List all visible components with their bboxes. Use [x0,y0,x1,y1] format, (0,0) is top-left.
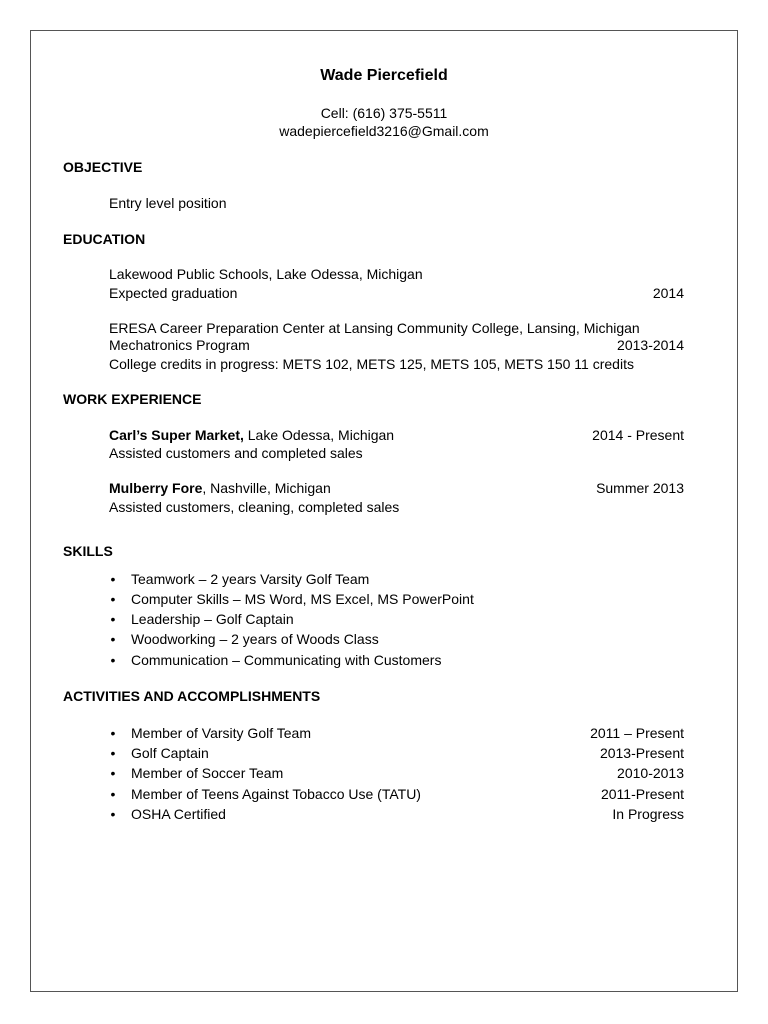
contact-email: wadepiercefield3216@Gmail.com [279,123,489,139]
resume-page [30,30,738,992]
bullet-icon: • [110,611,116,627]
contact-phone: Cell: (616) 375-5511 [320,105,448,121]
school-2-credits: College credits in progress: METS 102, METS 125, METS 105, METS 150 11 credits [109,356,634,372]
activity-item: Member of Varsity Golf Team [131,725,311,741]
skill-item: Woodworking – 2 years of Woods Class [131,631,379,647]
activity-item: Golf Captain [131,745,209,761]
skill-item: Leadership – Golf Captain [131,611,294,627]
job-1-location: Lake Odessa, Michigan [243,427,395,443]
bullet-icon: • [110,786,116,802]
job-1-description: Assisted customers and completed sales [109,445,363,461]
activity-date: In Progress [612,806,684,822]
school-2-name: ERESA Career Preparation Center at Lansing Community College, Lansing, Michigan [109,320,640,336]
activity-date: 2011 – Present [590,725,684,741]
skill-item: Communication – Communicating with Customers [131,652,442,668]
school-1-detail: Expected graduation [109,285,238,301]
activities-heading: ACTIVITIES AND ACCOMPLISHMENTS [63,688,321,704]
job-2-description: Assisted customers, cleaning, completed sales [109,499,400,515]
activity-item: Member of Soccer Team [131,765,284,781]
bullet-icon: • [110,725,116,741]
job-1-title [109,427,394,444]
work-heading: WORK EXPERIENCE [63,391,202,407]
activity-item: OSHA Certified [131,806,226,822]
job-1-dates: 2014 - Present [592,427,684,443]
activity-date: 2010-2013 [617,765,684,781]
job-2-title [109,480,331,497]
job-1-employer: Carl’s Super Market, [109,427,244,443]
bullet-icon: • [110,765,116,781]
school-2-years: 2013-2014 [617,337,684,353]
school-1-year: 2014 [652,285,684,301]
bullet-icon: • [110,806,116,822]
activity-date: 2013-Present [599,745,684,761]
bullet-icon: • [110,652,116,668]
activity-item: Member of Teens Against Tobacco Use (TATU) [131,786,421,802]
education-heading: EDUCATION [63,231,146,247]
school-1-name: Lakewood Public Schools, Lake Odessa, Michigan [109,266,423,282]
skill-item: Computer Skills – MS Word, MS Excel, MS PowerPoint [131,591,474,607]
bullet-icon: • [110,745,116,761]
objective-heading: OBJECTIVE [63,159,143,175]
activity-date: 2011-Present [600,786,684,802]
skill-item: Teamwork – 2 years Varsity Golf Team [131,571,370,587]
job-2-dates: Summer 2013 [596,480,684,496]
bullet-icon: • [110,571,116,587]
job-2-location: , Nashville, Michigan [202,480,331,496]
skills-heading: SKILLS [63,543,113,559]
objective-text: Entry level position [109,195,227,211]
bullet-icon: • [110,591,116,607]
school-2-program: Mechatronics Program [109,337,250,353]
job-2-employer: Mulberry Fore [109,480,203,496]
bullet-icon: • [110,631,116,647]
applicant-name: Wade Piercefield [320,67,448,84]
